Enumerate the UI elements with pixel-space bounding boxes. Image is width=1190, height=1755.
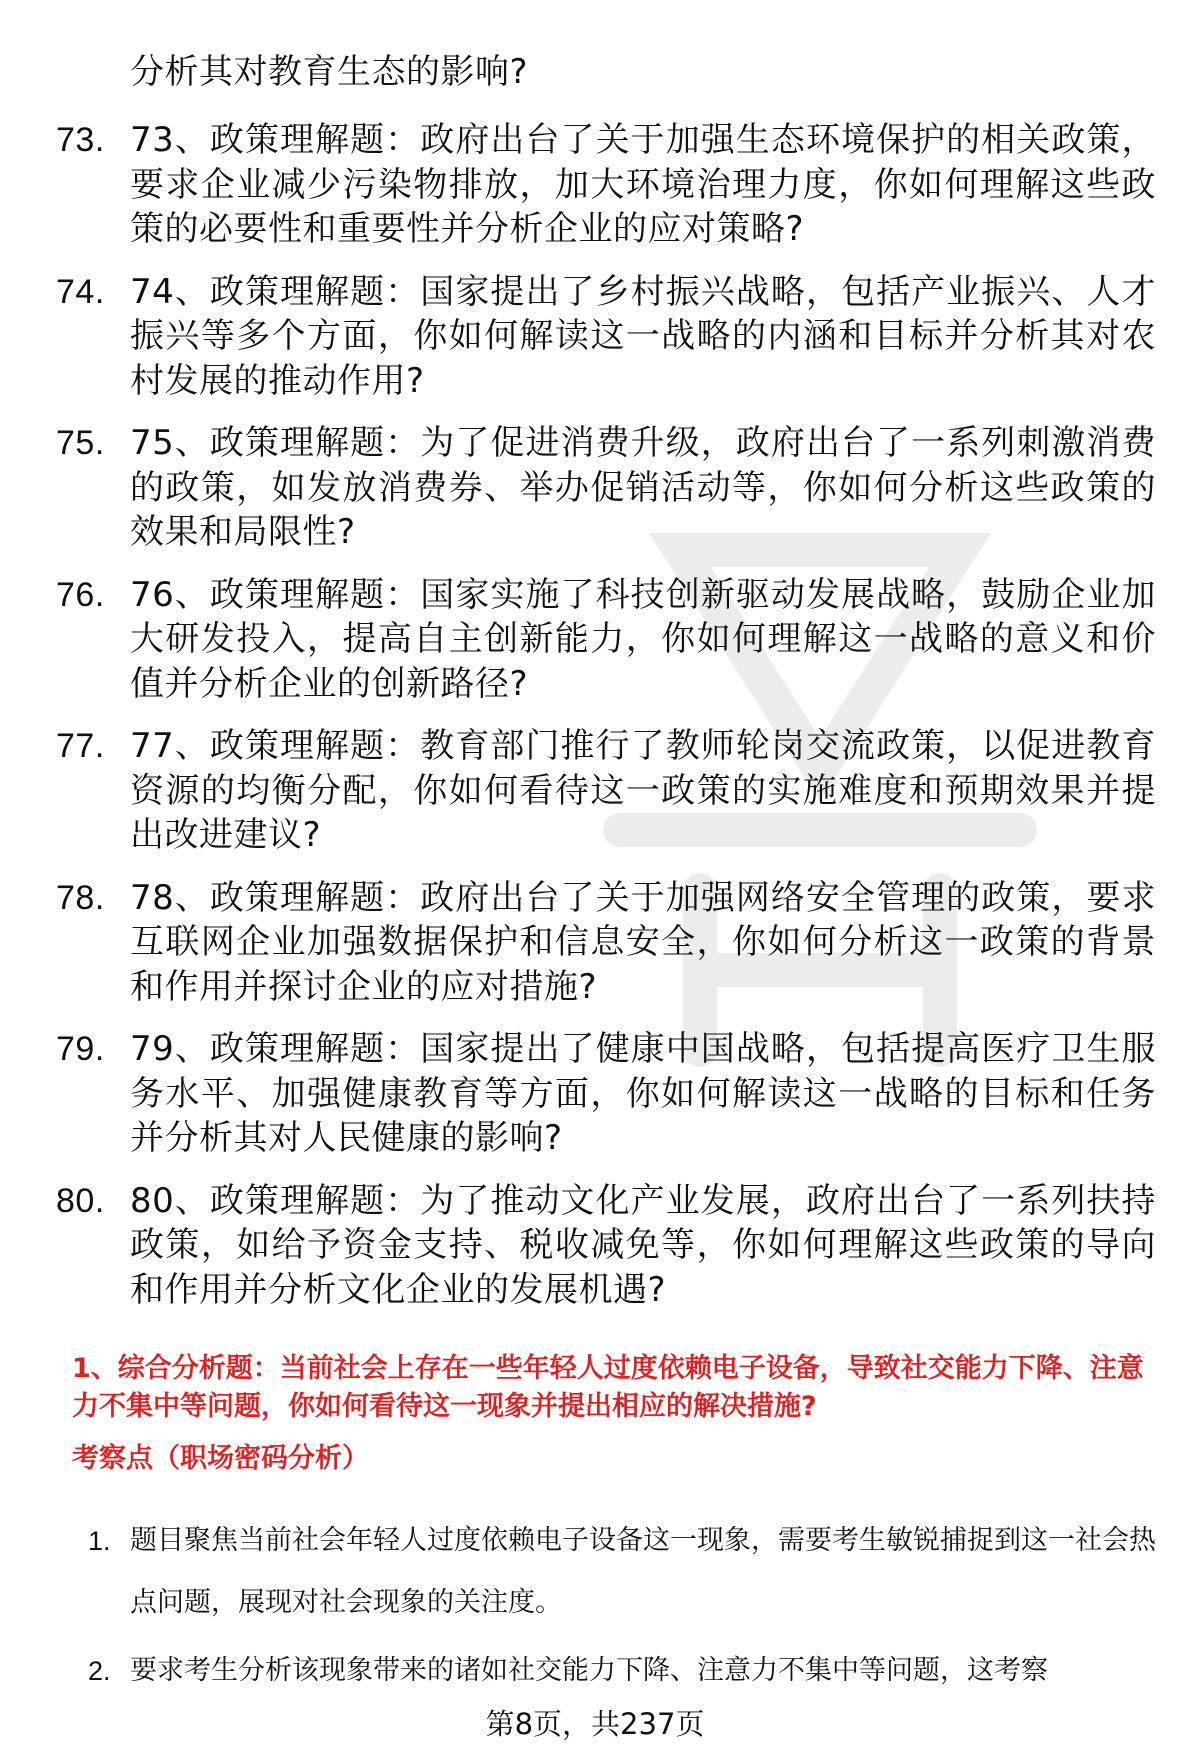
item-text: 80、政策理解题：为了推动文化产业发展，政府出台了一系列扶持政策，如给予资金支持、税收减免等，你如何理解这些政策的导向和作用并分析文化企业的发展机遇?	[130, 1180, 1156, 1310]
list-item	[56, 724, 1156, 858]
analysis-points-list	[88, 1510, 1158, 1708]
item-text: 74、政策理解题：国家提出了乡村振兴战略，包括产业振兴、人才振兴等多个方面，你如何解读这一战略的内涵和目标并分析其对农村发展的推动作用?	[130, 271, 1156, 401]
item-number: 80.	[56, 1181, 105, 1220]
analysis-question-heading: 1、综合分析题：当前社会上存在一些年轻人过度依赖电子设备，导致社交能力下降、注意力不集中等问题，你如何看待这一现象并提出相应的解决措施?	[72, 1353, 1144, 1422]
item-text: 75、政策理解题：为了促进消费升级，政府出台了一系列刺激消费的政策，如发放消费券、举办促销活动等，你如何分析这些政策的效果和局限性?	[130, 423, 1156, 552]
item-text: 要求考生分析该现象带来的诸如社交能力下降、注意力不集中等问题，这考察	[130, 1655, 1048, 1686]
item-number: 78.	[56, 878, 105, 917]
list-item	[56, 1179, 1156, 1313]
item-text: 79、政策理解题：国家提出了健康中国战略，包括提高医疗卫生服务水平、加强健康教育等方面，你如何解读这一战略的目标和任务并分析其对人民健康的影响?	[130, 1029, 1156, 1158]
list-item	[56, 421, 1156, 555]
list-item	[56, 270, 1156, 404]
list-item	[56, 573, 1156, 707]
item-text: 题目聚焦当前社会年轻人过度依赖电子设备这一现象，需要考生敏锐捕捉到这一社会热点问题，展现对社会现象的关注度。	[130, 1525, 1156, 1618]
item-number: 75.	[56, 424, 105, 462]
item-number: 74.	[56, 272, 105, 311]
item-number: 73.	[56, 121, 105, 159]
item-text: 73、政策理解题：政府出台了关于加强生态环境保护的相关政策，要求企业减少污染物排放，加大环境治理力度，你如何理解这些政策的必要性和重要性并分析企业的应对策略?	[130, 120, 1156, 249]
list-item	[56, 1027, 1156, 1161]
item-text: 76、政策理解题：国家实施了科技创新驱动发展战略，鼓励企业加大研发投入，提高自主创新能力，你如何理解这一战略的意义和价值并分析企业的创新路径?	[130, 574, 1156, 704]
list-item	[88, 1640, 1158, 1702]
page-footer: 第8页，共237页	[485, 1707, 705, 1741]
item-number: 79.	[56, 1030, 105, 1068]
question-list	[56, 118, 1156, 1330]
list-item	[88, 1510, 1158, 1634]
item-number: 2.	[88, 1656, 111, 1686]
list-item	[56, 118, 1156, 252]
item-number: 1.	[88, 1526, 111, 1556]
item-number: 77.	[56, 727, 105, 765]
item-text: 77、政策理解题：教育部门推行了教师轮岗交流政策，以促进教育资源的均衡分配，你如何看待这一政策的实施难度和预期效果并提出改进建议?	[130, 726, 1156, 855]
item-text: 78、政策理解题：政府出台了关于加强网络安全管理的政策，要求互联网企业加强数据保护和信息安全，你如何分析这一政策的背景和作用并探讨企业的应对措施?	[130, 877, 1156, 1007]
list-item	[56, 876, 1156, 1010]
item-number: 76.	[56, 575, 105, 614]
continuation-line: 分析其对教育生态的影响?	[130, 52, 529, 92]
section-title: 考察点（职场密码分析）	[72, 1443, 369, 1474]
